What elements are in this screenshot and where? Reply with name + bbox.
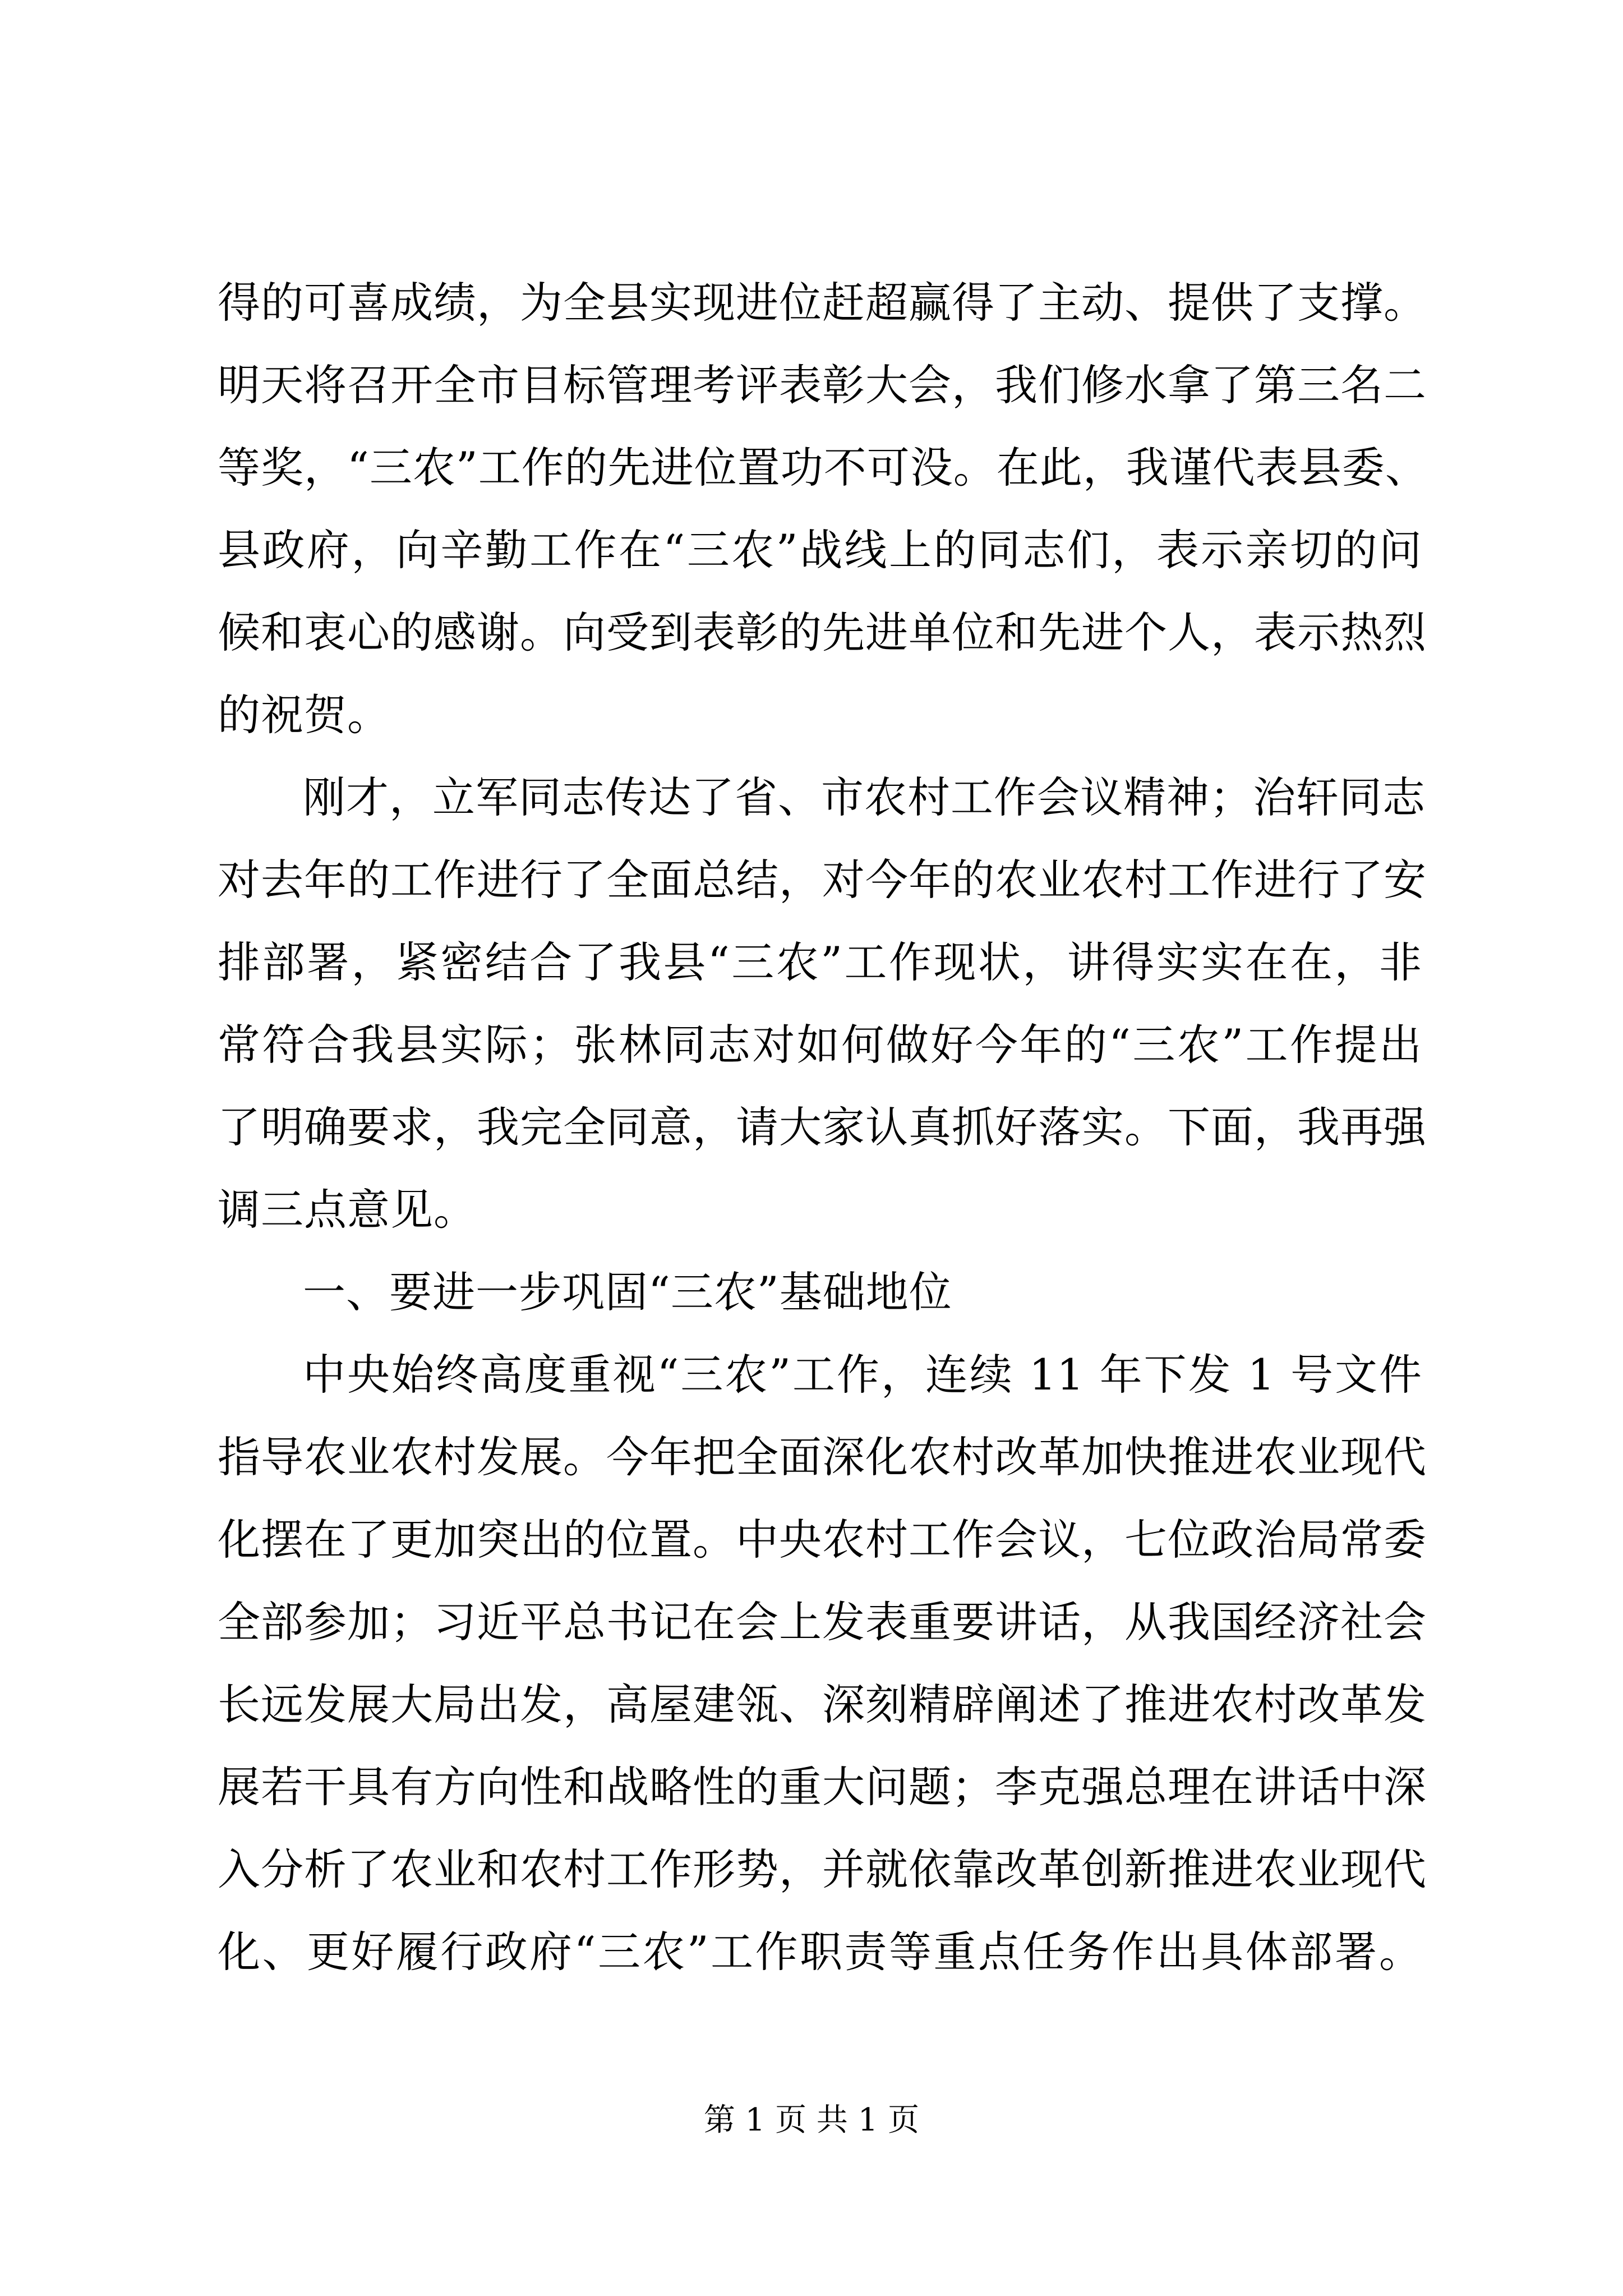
page-footer: 第 1 页 共 1 页 <box>703 2102 920 2138</box>
text-line: 等奖，“三农”工作的先进位置功不可没。在此，我谨代表县委、 <box>218 443 1428 493</box>
text-line: 长远发展大局出发，高屋建瓴、深刻精辟阐述了推进农村改革发 <box>218 1680 1427 1729</box>
text-line: 中央始终高度重视“三农”工作，连续 11 年下发 1 号文件 <box>303 1350 1422 1400</box>
text-line: 常符合我县实际；张林同志对如何做好今年的“三农”工作提出 <box>218 1020 1422 1070</box>
text-line: 入分析了农业和农村工作形势，并就依靠改革创新推进农业现代 <box>218 1844 1427 1894</box>
text-line: 排部署，紧密结合了我县“三农”工作现状，讲得实实在在，非 <box>218 937 1422 987</box>
text-line: 展若干具有方向性和战略性的重大问题；李克强总理在讲话中深 <box>218 1762 1427 1812</box>
text-line: 指导农业农村发展。今年把全面深化农村改革加快推进农业现代 <box>218 1432 1427 1482</box>
text-line: 调三点意见。 <box>218 1185 477 1235</box>
text-line: 的祝贺。 <box>218 690 390 740</box>
text-line: 对去年的工作进行了全面总结，对今年的农业农村工作进行了安 <box>218 855 1427 905</box>
text-line: 县政府，向辛勤工作在“三农”战线上的同志们，表示亲切的问 <box>218 525 1422 575</box>
text-line: 化摆在了更加突出的位置。中央农村工作会议，七位政治局常委 <box>218 1515 1427 1565</box>
document-body <box>218 261 1428 1993</box>
text-line: 全部参加；习近平总书记在会上发表重要讲话，从我国经济社会 <box>218 1597 1427 1647</box>
text-line: 得的可喜成绩，为全县实现进位赶超赢得了主动、提供了支撑。 <box>218 278 1427 328</box>
text-line: 化、更好履行政府“三农”工作职责等重点任务作出具体部署。 <box>218 1927 1422 1977</box>
text-line: 刚才，立军同志传达了省、市农村工作会议精神；治轩同志 <box>303 772 1426 822</box>
text-line: 候和衷心的感谢。向受到表彰的先进单位和先进个人，表示热烈 <box>218 608 1427 657</box>
text-line: 了明确要求，我完全同意，请大家认真抓好落实。下面，我再强 <box>218 1102 1427 1152</box>
text-line: 一、要进一步巩固“三农”基础地位 <box>303 1267 952 1317</box>
text-line: 明天将召开全市目标管理考评表彰大会，我们修水拿了第三名二 <box>218 360 1427 410</box>
